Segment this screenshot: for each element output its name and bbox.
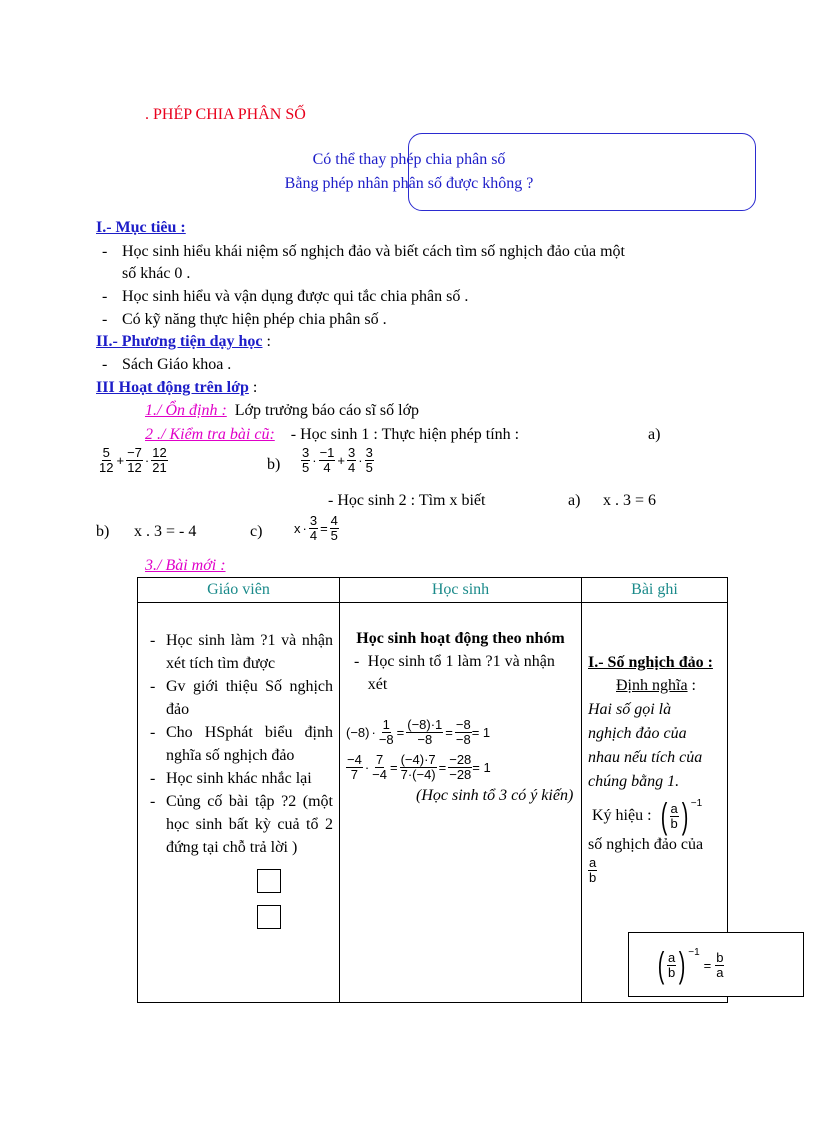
teacher-column — [138, 603, 340, 1003]
fraction: $\frac{12}{21}$ — [152, 445, 167, 475]
teacher-item: - Củng cố bài tập ?2 (một học sinh bất kỳ cuả tổ 2 đứng tại chỗ trả lời ) — [150, 793, 333, 856]
fraction: $\frac{3}{4}$ — [348, 445, 356, 475]
definition-text: Hai số gọi là nghịch đảo của nhau nếu tích của chúng bằng 1. — [588, 701, 703, 790]
reciprocal-text: số nghịch đảo của — [588, 836, 704, 853]
fraction: $\frac{3}{5}$ — [365, 445, 373, 475]
objective-item-3: - Có kỹ năng thực hiện phép chia phân số . — [102, 311, 387, 328]
objective-item-1: - Học sinh hiểu khái niệm số nghịch đảo và biết cách tìm số nghịch đảo của một — [102, 243, 625, 260]
exercise-a-label: a) — [648, 426, 661, 443]
fraction: $\frac{4}{5}$ — [330, 513, 338, 543]
fraction: $\frac{-7}{12}$ — [127, 445, 142, 475]
header-teacher: Giáo viên — [138, 578, 340, 603]
fraction: $\frac{a}{b}$ — [670, 800, 678, 831]
fraction: $\frac{a}{b}$ — [589, 855, 597, 885]
equation-1: (−8) · $\frac{1}{-8}$ = $\frac{(-8)\cdot 1}{-8}$ = $\frac{-8}{-8}$ = 1 — [346, 717, 491, 747]
page-title: . PHÉP CHIA PHÂN SỐ — [145, 106, 306, 123]
fraction: $\frac{5}{12}$ — [99, 445, 114, 475]
task-a-label: a) — [568, 492, 581, 509]
equation-2: $\frac{-4}{7}$ · $\frac{7}{-4}$ = $\frac{(-4)\cdot 7}{7\cdot(-4)}$ = $\frac{-28}{-28}$ = 1 — [347, 752, 491, 782]
inverse-formula: ( $\frac{a}{b}$ ) $^{-1}$ = $\frac{b}{a}$ — [657, 944, 724, 985]
task-b-equation: x . 3 = - 4 — [134, 523, 197, 540]
fraction: $\frac{(-4)\cdot 7}{7\cdot(-4)}$ — [400, 752, 436, 782]
answer-checkbox-1[interactable] — [257, 869, 281, 893]
question-line-2: Bằng phép nhân phân số được không ? — [284, 175, 534, 192]
header-notes: Bài ghi — [582, 578, 728, 603]
expression-b: $\frac{3}{5}$ · $\frac{-1}{4}$ + $\frac{3}{4}$ · $\frac{3}{5}$ — [302, 445, 373, 475]
question-line-1: Có thể thay phép chia phân số — [312, 151, 506, 168]
student-item: - Học sinh tổ 1 làm ?1 và nhận xét — [354, 653, 555, 693]
notes-heading: I.- Số nghịch đảo : — [588, 654, 713, 671]
student-column — [340, 603, 582, 1003]
fraction: $\frac{(-8)\cdot 1}{-8}$ — [407, 717, 443, 747]
fraction-a-b — [588, 856, 723, 885]
fraction: $\frac{a}{b}$ — [668, 949, 676, 980]
exercise-b-label: b) — [267, 456, 281, 473]
header-student: Học sinh — [340, 578, 582, 603]
student-2-task: - Học sinh 2 : Tìm x biết — [328, 492, 486, 509]
fraction: $\frac{3}{5}$ — [302, 445, 310, 475]
student-note: (Học sinh tổ 3 có ý kiến) — [416, 787, 574, 804]
task-c-equation: x · $\frac{3}{4}$ = $\frac{4}{5}$ — [294, 513, 338, 543]
section-1-heading: I.- Mục tiêu : — [96, 219, 186, 236]
inverse-formula-box — [628, 932, 804, 997]
objective-item-2: - Học sinh hiểu và vận dụng được qui tắc chia phân số . — [102, 288, 469, 305]
symbol-row: Ký hiệu : ( $\frac{a}{b}$ ) $^{-1}$ — [592, 795, 703, 836]
section-2-heading: II.- Phương tiện dạy học : — [96, 333, 271, 350]
fraction: $\frac{b}{a}$ — [716, 949, 724, 980]
question-bubble — [408, 133, 756, 211]
task-a-equation: x . 3 = 6 — [603, 492, 657, 509]
fraction: $\frac{-28}{-28}$ — [449, 752, 472, 782]
step-1: 1./ Ổn định : Lớp trưởng báo cáo sĩ số lớp — [145, 402, 420, 419]
section-3-heading: III Hoạt động trên lớp : — [96, 379, 258, 396]
fraction: $\frac{-8}{-8}$ — [455, 717, 471, 747]
task-b-label: b) — [96, 523, 110, 540]
task-c-label: c) — [250, 523, 263, 540]
teacher-item: - Học sinh làm ?1 và nhận xét tích tìm được — [150, 632, 333, 672]
fraction: $\frac{3}{4}$ — [309, 513, 318, 543]
fraction: $\frac{-4}{7}$ — [347, 752, 362, 782]
student-heading: Học sinh hoạt động theo nhóm — [356, 630, 565, 647]
objective-item-1-cont: số khác 0 . — [122, 265, 191, 282]
fraction: $\frac{1}{-8}$ — [378, 717, 394, 747]
step-3: 3./ Bài mới : — [145, 557, 226, 574]
inverse-symbol: ( $\frac{a}{b}$ ) $^{-1}$ — [660, 795, 703, 836]
definition-label: Định nghĩa : — [616, 677, 696, 694]
teacher-item: - Cho HSphát biểu định nghĩa số nghịch đảo — [150, 724, 333, 764]
answer-checkbox-2[interactable] — [257, 905, 281, 929]
fraction: $\frac{-1}{4}$ — [319, 445, 335, 475]
fraction: $\frac{7}{-4}$ — [372, 752, 387, 782]
material-item-1: - Sách Giáo khoa . — [102, 356, 232, 373]
expression-a: $\frac{5}{12}$ + $\frac{-7}{12}$ · $\frac{12}{21}$ — [99, 445, 167, 475]
step-2: 2 ./ Kiểm tra bài cũ: - Học sinh 1 : Thực hiện phép tính : — [145, 426, 520, 443]
teacher-item: - Học sinh khác nhắc lại — [150, 770, 312, 787]
teacher-item: - Gv giới thiệu Số nghịch đảo — [150, 678, 333, 718]
